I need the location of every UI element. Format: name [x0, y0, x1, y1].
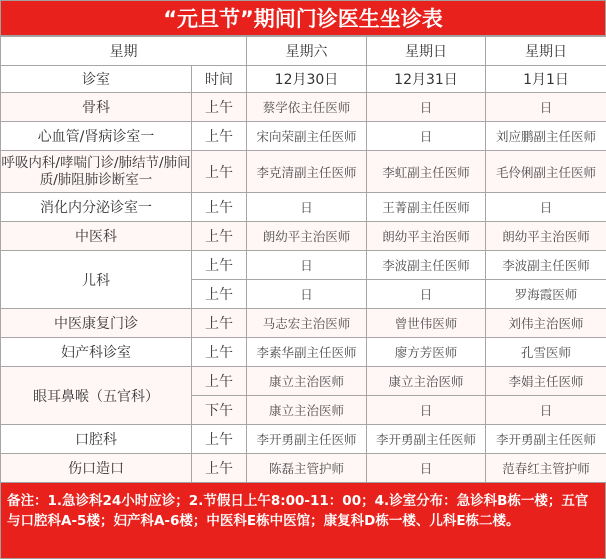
doctor-cell: 陈磊主管护师 — [247, 454, 367, 483]
doctor-cell: 康立主治医师 — [367, 367, 486, 396]
doctor-cell: 日 — [367, 122, 486, 151]
doctor-cell: 日 — [367, 280, 486, 309]
time-cell: 上午 — [192, 309, 247, 338]
table-row — [1, 454, 606, 483]
dept-cell: 妇产科诊室 — [1, 338, 192, 367]
time-cell: 下午 — [192, 396, 247, 425]
table-row — [1, 193, 606, 222]
room-label: 诊室 — [1, 66, 192, 93]
table-row — [1, 367, 606, 396]
doctor-cell: 日 — [367, 454, 486, 483]
table-row — [1, 425, 606, 454]
table-row — [1, 122, 606, 151]
doctor-cell: 王菁副主任医师 — [367, 193, 486, 222]
doctor-cell: 日 — [247, 193, 367, 222]
dept-cell: 眼耳鼻喉（五官科） — [1, 367, 192, 425]
doctor-cell: 李开勇副主任医师 — [367, 425, 486, 454]
doctor-cell: 日 — [247, 251, 367, 280]
table-row — [1, 251, 606, 280]
dept-cell: 口腔科 — [1, 425, 192, 454]
time-cell: 上午 — [192, 338, 247, 367]
time-cell: 上午 — [192, 222, 247, 251]
date-dec31: 12月31日 — [367, 66, 486, 93]
doctor-cell: 日 — [367, 396, 486, 425]
doctor-cell: 康立主治医师 — [247, 396, 367, 425]
doctor-cell: 李波副主任医师 — [486, 251, 606, 280]
dept-cell: 骨科 — [1, 93, 192, 122]
weekday-sun-2: 星期日 — [486, 37, 606, 66]
time-cell: 上午 — [192, 122, 247, 151]
doctor-cell: 康立主治医师 — [247, 367, 367, 396]
header-row-weekday — [1, 37, 606, 66]
table-row — [1, 151, 606, 193]
doctor-cell: 马志宏主治医师 — [247, 309, 367, 338]
time-cell: 上午 — [192, 151, 247, 193]
doctor-cell: 孔雪医师 — [486, 338, 606, 367]
footer-note: 备注：1.急诊科24小时应诊；2.节假日上午8:00-11：00；4.诊室分布：急诊科B栋一楼；五官与口腔科A-5楼；妇产科A-6楼；中医科E栋中医馆；康复科D栋一楼、儿科E栋二楼。 — [0, 482, 606, 559]
doctor-cell: 宋向荣副主任医师 — [247, 122, 367, 151]
weekday-sat: 星期六 — [247, 37, 367, 66]
time-cell: 上午 — [192, 454, 247, 483]
doctor-cell: 日 — [367, 93, 486, 122]
time-label: 时间 — [192, 66, 247, 93]
weekday-label: 星期 — [1, 37, 247, 66]
schedule-table — [0, 36, 606, 483]
date-dec30: 12月30日 — [247, 66, 367, 93]
table-row — [1, 338, 606, 367]
doctor-cell: 刘应鹏副主任医师 — [486, 122, 606, 151]
doctor-cell: 毛伶俐副主任医师 — [486, 151, 606, 193]
dept-cell: 中医科 — [1, 222, 192, 251]
doctor-cell: 日 — [247, 280, 367, 309]
page-title: “元旦节”期间门诊医生坐诊表 — [0, 0, 606, 36]
weekday-sun-1: 星期日 — [367, 37, 486, 66]
doctor-cell: 李素华副主任医师 — [247, 338, 367, 367]
doctor-cell: 李虹副主任医师 — [367, 151, 486, 193]
doctor-cell: 罗海霞医师 — [486, 280, 606, 309]
time-cell: 上午 — [192, 425, 247, 454]
dept-cell: 中医康复门诊 — [1, 309, 192, 338]
table-row — [1, 222, 606, 251]
date-jan1: 1月1日 — [486, 66, 606, 93]
doctor-cell: 廖方芳医师 — [367, 338, 486, 367]
doctor-cell: 范春红主管护师 — [486, 454, 606, 483]
doctor-cell: 曾世伟医师 — [367, 309, 486, 338]
table-row — [1, 309, 606, 338]
doctor-cell: 朗幼平主治医师 — [247, 222, 367, 251]
doctor-cell: 蔡学依主任医师 — [247, 93, 367, 122]
dept-cell: 儿科 — [1, 251, 192, 309]
time-cell: 上午 — [192, 193, 247, 222]
doctor-cell: 李波副主任医师 — [367, 251, 486, 280]
doctor-cell: 日 — [486, 93, 606, 122]
time-cell: 上午 — [192, 93, 247, 122]
dept-cell: 呼吸内科/哮喘门诊/肺结节/肺间质/肺阻肺诊断室一 — [1, 151, 192, 193]
dept-cell: 伤口造口 — [1, 454, 192, 483]
doctor-cell: 李开勇副主任医师 — [486, 425, 606, 454]
doctor-cell: 李娟主任医师 — [486, 367, 606, 396]
doctor-cell: 日 — [486, 193, 606, 222]
doctor-cell: 李克清副主任医师 — [247, 151, 367, 193]
doctor-cell: 刘伟主治医师 — [486, 309, 606, 338]
doctor-cell: 朗幼平主治医师 — [367, 222, 486, 251]
header-row-date — [1, 66, 606, 93]
time-cell: 上午 — [192, 280, 247, 309]
doctor-cell: 朗幼平主治医师 — [486, 222, 606, 251]
dept-cell: 消化内分泌诊室一 — [1, 193, 192, 222]
time-cell: 上午 — [192, 367, 247, 396]
time-cell: 上午 — [192, 251, 247, 280]
doctor-cell: 李开勇副主任医师 — [247, 425, 367, 454]
doctor-cell: 日 — [486, 396, 606, 425]
dept-cell: 心血管/肾病诊室一 — [1, 122, 192, 151]
table-row — [1, 93, 606, 122]
